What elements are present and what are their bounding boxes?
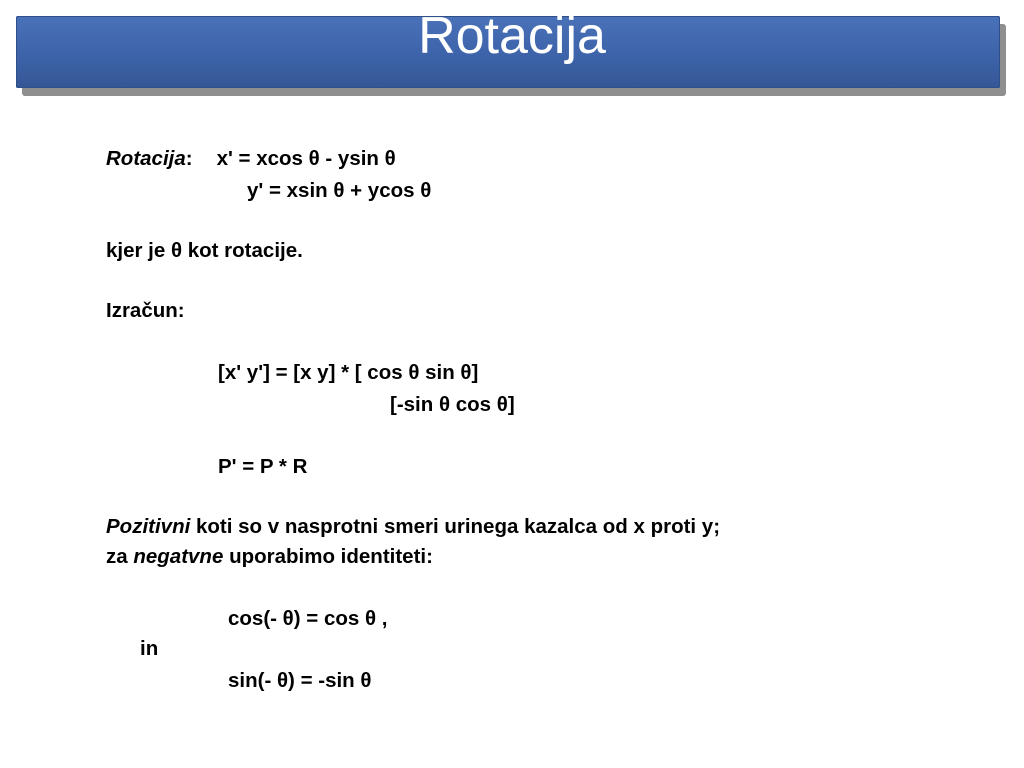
negative-prefix: za — [106, 545, 128, 568]
positive-rest: koti so v nasprotni smeri urinega kazalca od x proti y; — [196, 515, 721, 538]
positive-word: Pozitivni — [106, 515, 191, 538]
identity-sin: sin(- θ) = -sin θ — [228, 669, 372, 692]
negative-word: negatvne — [133, 545, 224, 568]
matrix-row-2: [-sin θ cos θ] — [390, 393, 515, 416]
positive-angles-line — [106, 514, 720, 540]
and-word: in — [140, 637, 159, 660]
formula-y-prime: y' = xsin θ + ycos θ — [247, 179, 432, 202]
identity-cos: cos(- θ) = cos θ , — [228, 607, 388, 630]
rotation-formula-x — [106, 146, 396, 172]
rotation-label-colon: : — [185, 147, 193, 170]
matrix-row-1: [x' y'] = [x y] * [ cos θ sin θ] — [218, 361, 479, 384]
negative-rest: uporabimo identiteti: — [229, 545, 433, 568]
rotation-label: Rotacija — [106, 147, 186, 170]
negative-angles-line — [106, 544, 433, 570]
formula-x-prime: x' = xcos θ - ysin θ — [216, 147, 396, 170]
calculation-heading: Izračun: — [106, 299, 185, 322]
theta-definition: kjer je θ kot rotacije. — [106, 239, 303, 262]
product-formula: P' = P * R — [218, 455, 308, 478]
slide-title: Rotacija — [418, 7, 606, 65]
